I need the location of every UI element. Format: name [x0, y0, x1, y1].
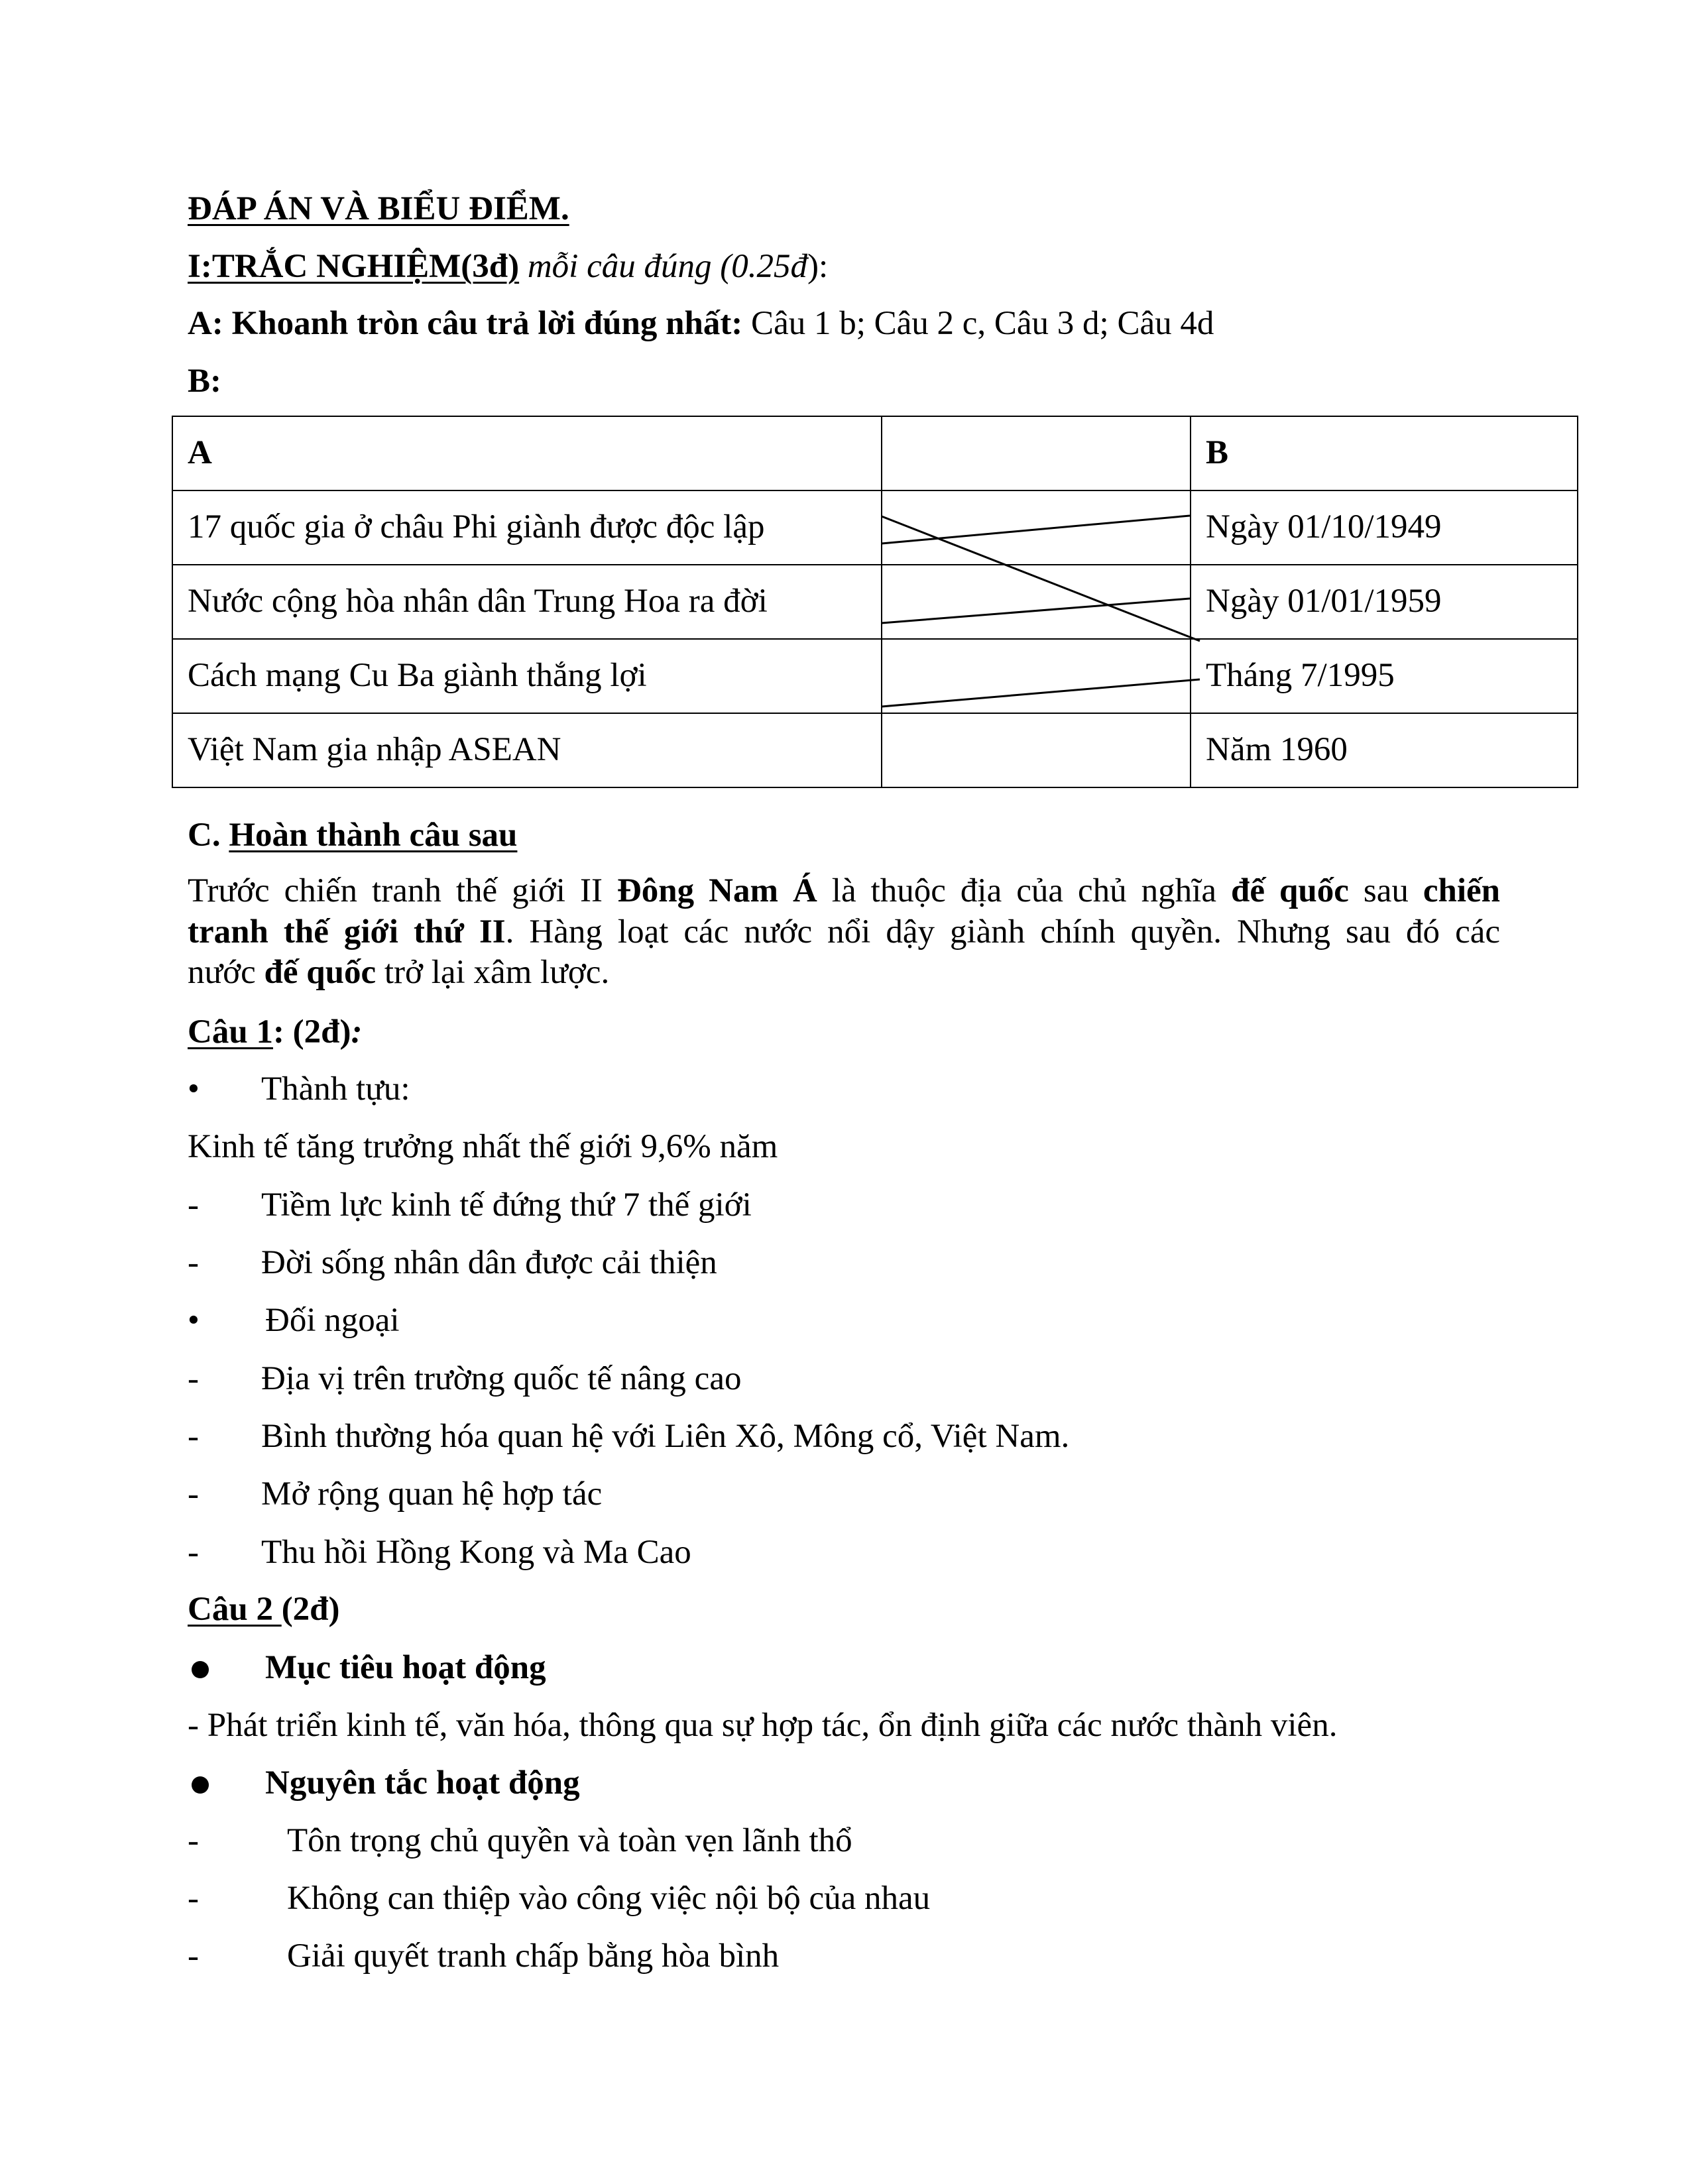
part-c-label: C.	[188, 817, 221, 854]
list-item: Bình thường hóa quan hệ với Liên Xô, Mông cổ, Việt Nam.	[261, 1418, 1070, 1455]
text-run: . Hàng loạt các nước nổi dậy giành chính quyền. Nhưng sau đó các	[505, 913, 1500, 950]
text-run: sau	[1348, 872, 1423, 909]
list-item: Đời sống nhân dân được cải thiện	[261, 1244, 717, 1281]
list-item: Địa vị trên trường quốc tế nâng cao	[261, 1360, 742, 1397]
part-c-title: Hoàn thành câu sau	[229, 817, 518, 854]
text-run: là thuộc địa của chủ nghĩa	[817, 872, 1231, 909]
table-row	[172, 639, 1578, 713]
dash-marker: -	[188, 1534, 199, 1571]
date-cell: Năm 1960	[1191, 713, 1578, 787]
table-row	[172, 490, 1578, 565]
goal-heading: Mục tiêu hoạt động	[265, 1649, 546, 1686]
dash-marker: -	[188, 1186, 199, 1224]
answer-fill: đế quốc	[264, 954, 377, 991]
list-item: Mở rộng quan hệ hợp tác	[261, 1475, 603, 1513]
goal-text: - Phát triển kinh tế, văn hóa, thông qua sự hợp tác, ổn định giữa các nước thành viên.	[188, 1707, 1338, 1744]
dash-marker: -	[188, 1475, 199, 1513]
column-header-b: B	[1191, 416, 1578, 490]
connector-cell	[882, 639, 1191, 713]
page-title: ĐÁP ÁN VÀ BIỂU ĐIỂM.	[188, 190, 569, 227]
connector-cell	[882, 713, 1191, 787]
dash-marker: -	[188, 1244, 199, 1281]
text-run: trở lại xâm lược.	[376, 954, 610, 991]
cau-1-points: : (2đ)	[272, 1013, 351, 1051]
answer-fill: tranh thế giới thứ II	[188, 913, 506, 950]
answer-fill: đế quốc	[1230, 872, 1349, 909]
part-a-answers: Câu 1 b; Câu 2 c, Câu 3 d; Câu 4d	[742, 305, 1214, 342]
column-header-a: A	[172, 416, 882, 490]
list-item: Kinh tế tăng trưởng nhất thế giới 9,6% năm	[188, 1128, 778, 1165]
table-row	[172, 713, 1578, 787]
date-cell: Tháng 7/1995	[1191, 639, 1578, 713]
table-header-row	[172, 416, 1578, 490]
section-heading-trac-nghiem	[188, 247, 828, 287]
part-c-line-3	[188, 952, 609, 993]
dash-marker: -	[188, 1360, 199, 1397]
dash-marker: -	[188, 1880, 199, 1917]
answer-fill: chiến	[1423, 872, 1501, 909]
cau-2-points: (2đ)	[281, 1591, 340, 1628]
event-cell: 17 quốc gia ở châu Phi giành được độc lập	[172, 490, 882, 565]
cau-2-label: Câu 2	[188, 1591, 282, 1628]
answer-fill: Đông Nam Á	[616, 872, 817, 909]
scoring-note-end: ):	[807, 248, 829, 285]
date-cell: Ngày 01/10/1949	[1191, 490, 1578, 565]
cau-1-heading	[188, 1012, 363, 1053]
list-item: Giải quyết tranh chấp bằng hòa bình	[287, 1937, 780, 1975]
part-c-heading	[188, 815, 517, 856]
matching-table	[172, 416, 1578, 788]
part-a-line	[188, 304, 1214, 344]
bullet-icon: •	[188, 1070, 200, 1108]
connector-column	[882, 416, 1191, 490]
list-item: Đối ngoại	[265, 1302, 400, 1339]
dash-marker: -	[188, 1937, 199, 1975]
event-cell: Cách mạng Cu Ba giành thắng lợi	[172, 639, 882, 713]
list-item: Không can thiệp vào công việc nội bộ của nhau	[287, 1880, 931, 1917]
table-row	[172, 565, 1578, 639]
list-item: Tôn trọng chủ quyền và toàn vẹn lãnh thổ	[287, 1822, 852, 1859]
section-title: I:TRẮC NGHIỆM(3đ)	[188, 248, 520, 285]
text-run: nước	[188, 954, 264, 991]
cau-1-colon: :	[351, 1013, 363, 1051]
list-item: Thu hồi Hồng Kong và Ma Cao	[261, 1534, 691, 1571]
cau-2-heading	[188, 1589, 340, 1630]
part-b-label: B:	[188, 363, 221, 400]
bullet-icon: •	[188, 1302, 200, 1339]
text-run: Trước chiến tranh thế giới II	[188, 872, 617, 909]
event-cell: Nước cộng hòa nhân dân Trung Hoa ra đời	[172, 565, 882, 639]
filled-bullet-icon	[190, 1660, 210, 1680]
part-a-label: A: Khoanh tròn câu trả lời đúng nhất:	[188, 305, 743, 342]
event-cell: Việt Nam gia nhập ASEAN	[172, 713, 882, 787]
part-c-line-1	[188, 871, 1500, 911]
connector-cell	[882, 565, 1191, 639]
part-c-line-2	[188, 912, 1500, 952]
connector-cell	[882, 490, 1191, 565]
date-cell: Ngày 01/01/1959	[1191, 565, 1578, 639]
list-item: Thành tựu:	[261, 1070, 410, 1108]
dash-marker: -	[188, 1418, 199, 1455]
dash-marker: -	[188, 1822, 199, 1859]
principle-heading: Nguyên tắc hoạt động	[265, 1764, 580, 1802]
list-item: Tiềm lực kinh tế đứng thứ 7 thế giới	[261, 1186, 752, 1224]
filled-bullet-icon	[190, 1775, 210, 1795]
cau-1-label: Câu 1	[188, 1013, 273, 1051]
scoring-note: mỗi câu đúng (0.25đ	[519, 248, 807, 285]
